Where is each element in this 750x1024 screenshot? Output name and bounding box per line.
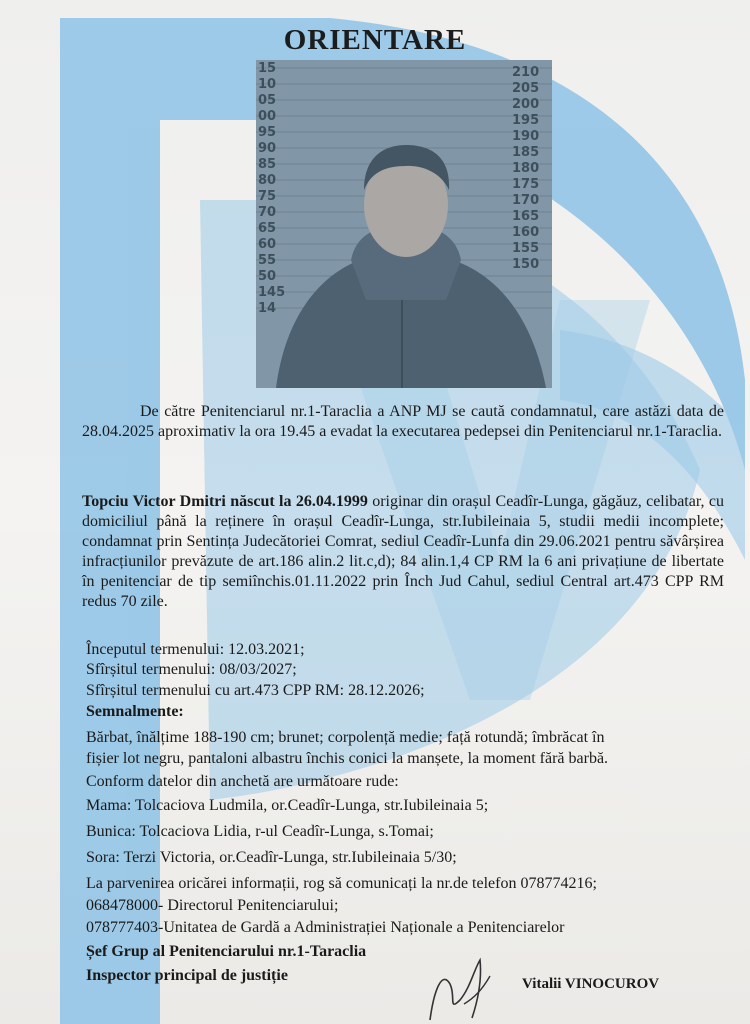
inspector-line: Inspector principal de justiție <box>86 967 288 984</box>
mugshot-photo <box>256 60 552 388</box>
ruler-left-label: 50 <box>258 269 277 284</box>
ruler-left-label: 15 <box>258 61 277 76</box>
ruler-right-label: 205 <box>512 81 540 96</box>
ruler-left-label: 70 <box>258 205 277 220</box>
signs-line-1: Bărbat, înălțime 188-190 cm; brunet; corpolență medie; față rotundă; îmbrăcat în <box>86 729 605 746</box>
relatives-intro: Conform datelor din anchetă are următoare rude: <box>86 773 399 790</box>
ruler-left-label: 90 <box>258 141 277 156</box>
term-end-reduced: Sfîrșitul termenului cu art.473 CPP RM: 28.12.2026; <box>86 682 425 699</box>
ruler-right-label: 185 <box>512 145 540 160</box>
ruler-left-label: 65 <box>258 221 277 236</box>
convict-name-birth: Topciu Victor Dmitri născut la 26.04.1999 <box>82 493 368 510</box>
ruler-right-label: 165 <box>512 209 540 224</box>
ruler-left-label: 60 <box>258 237 277 252</box>
ruler-right-label: 170 <box>512 193 540 208</box>
contact-request: La parvenirea oricărei informații, rog să comunicați la nr.de telefon 078774216; <box>86 875 597 892</box>
convict-description <box>82 492 724 612</box>
contact-guard-unit: 078777403-Unitatea de Gardă a Administrației Naționale a Penitenciarelor <box>86 919 565 936</box>
relative-sister: Sora: Terzi Victoria, or.Ceadîr-Lunga, str.Iubileinaia 5/30; <box>86 849 457 866</box>
ruler-right-label: 175 <box>512 177 540 192</box>
ruler-right-label: 180 <box>512 161 540 176</box>
relative-grandmother: Bunica: Tolcaciova Lidia, r-ul Ceadîr-Lunga, s.Tomai; <box>86 823 434 840</box>
ruler-left-label: 55 <box>258 253 277 268</box>
signs-heading: Semnalmente: <box>86 703 184 720</box>
ruler-left-label: 10 <box>258 77 277 92</box>
contact-director: 068478000- Directorul Penitenciarului; <box>86 897 339 914</box>
handwritten-signature <box>420 940 500 1024</box>
convict-details: originar din orașul Ceadîr-Lunga, găgăuz, celibatar, cu domiciliul până la reținere în orașul Ceadîr-Lunga, str.Iubileinaia 5, studii medii incomplete; condamnat prin Sentința Judecătoriei Comrat, sediul Ceadîr-Lunfa din 29.06.2021 pentru săvârșirea infracțiunilor prevăzute de art.186 alin.2 lit.c,d); 84 alin.1,4 CP RM la 6 ani privațiune de libertate în penitenciar de tip semiînchis.01.11.2022 prin Înch Jud Cahul, sediul Central art.473 CPP RM redus 70 zile. <box>82 493 725 610</box>
ruler-left-label: 145 <box>258 285 286 300</box>
ruler-left-label: 00 <box>258 109 277 124</box>
ruler-right-label: 155 <box>512 241 540 256</box>
ruler-right-label: 195 <box>512 113 540 128</box>
term-start: Începutul termenului: 12.03.2021; <box>86 641 305 658</box>
ruler-left-label: 85 <box>258 157 277 172</box>
relative-mother: Mama: Tolcaciova Ludmila, or.Ceadîr-Lunga, str.Iubileinaia 5; <box>86 797 489 814</box>
term-end: Sfîrșitul termenului: 08/03/2027; <box>86 661 297 678</box>
ruler-right-label: 160 <box>512 225 540 240</box>
signatory-name: Vitalii VINOCUROV <box>522 976 660 992</box>
signs-line-2: fișier lot negru, pantaloni albastru închis conici la manșete, la moment fără barbă. <box>86 750 609 767</box>
ruler-right-label: 210 <box>512 65 540 80</box>
ruler-left-label: 80 <box>258 173 277 188</box>
ruler-left-label: 14 <box>258 301 277 316</box>
document-title: ORIENTARE <box>283 24 467 56</box>
ruler-right-label: 190 <box>512 129 540 144</box>
ruler-right-label: 150 <box>512 257 540 272</box>
ruler-left-label: 75 <box>258 189 277 204</box>
ruler-left-label: 05 <box>258 93 277 108</box>
ruler-left-label: 95 <box>258 125 277 140</box>
intro-paragraph: De către Penitenciarul nr.1-Taraclia a ANP MJ se caută condamnatul, care astăzi data de 28.04.2025 aproximativ la ora 19.45 a evadat la executarea pedepsei din Penitenciarul nr.1-Taraclia. <box>82 403 724 440</box>
chief-line: Șef Grup al Penitenciarului nr.1-Taraclia <box>86 943 367 960</box>
ruler-right-label: 200 <box>512 97 540 112</box>
